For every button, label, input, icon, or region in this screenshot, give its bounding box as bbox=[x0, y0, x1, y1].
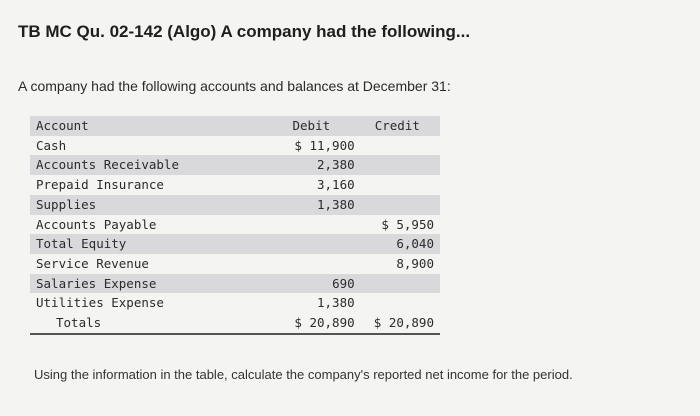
row-debit bbox=[268, 234, 361, 254]
row-credit bbox=[361, 155, 440, 175]
page-title: TB MC Qu. 02-142 (Algo) A company had the following... bbox=[18, 22, 471, 41]
row-debit: 690 bbox=[268, 274, 361, 294]
intro-text: A company had the following accounts and balances at December 31: bbox=[18, 78, 451, 94]
row-debit: $ 11,900 bbox=[294, 137, 355, 153]
header-credit: Credit bbox=[361, 116, 440, 136]
row-credit bbox=[361, 293, 440, 313]
trial-balance-table bbox=[30, 116, 440, 335]
row-account: Service Revenue bbox=[36, 255, 149, 271]
row-debit: 3,160 bbox=[317, 177, 355, 193]
header-debit: Debit bbox=[268, 116, 361, 136]
row-credit bbox=[361, 136, 440, 156]
totals-row bbox=[30, 313, 440, 334]
row-debit bbox=[268, 215, 361, 235]
table-row bbox=[30, 195, 440, 215]
row-debit bbox=[268, 254, 361, 274]
trial-balance-table-container bbox=[30, 116, 440, 335]
totals-label: Totals bbox=[30, 313, 268, 334]
row-credit: 6,040 bbox=[361, 234, 440, 254]
totals-debit: $ 20,890 bbox=[268, 313, 361, 334]
row-debit: 1,380 bbox=[317, 295, 355, 311]
row-credit bbox=[361, 175, 440, 195]
table-row bbox=[30, 155, 440, 175]
row-account: Salaries Expense bbox=[30, 274, 268, 294]
totals-credit: $ 20,890 bbox=[361, 313, 440, 334]
row-account: Accounts Receivable bbox=[30, 155, 268, 175]
row-debit: 1,380 bbox=[268, 195, 361, 215]
row-credit: 8,900 bbox=[396, 255, 434, 271]
table-row bbox=[30, 254, 440, 274]
row-credit bbox=[361, 195, 440, 215]
row-credit bbox=[361, 274, 440, 294]
row-account: Total Equity bbox=[30, 234, 268, 254]
row-account: Accounts Payable bbox=[36, 216, 157, 232]
table-row bbox=[30, 175, 440, 195]
table-row bbox=[30, 215, 440, 235]
table-row bbox=[30, 293, 440, 313]
row-account: Supplies bbox=[30, 195, 268, 215]
question-text: Using the information in the table, calculate the company's reported net income for the period. bbox=[34, 367, 573, 382]
row-credit: $ 5,950 bbox=[381, 216, 434, 232]
table-header-row bbox=[30, 116, 440, 136]
row-debit: 2,380 bbox=[268, 155, 361, 175]
row-account: Utilities Expense bbox=[36, 295, 164, 311]
row-account: Cash bbox=[36, 137, 67, 153]
header-account: Account bbox=[30, 116, 268, 136]
table-body bbox=[30, 116, 440, 334]
row-account: Prepaid Insurance bbox=[36, 177, 164, 193]
table-row bbox=[30, 274, 440, 294]
table-row bbox=[30, 136, 440, 156]
table-row bbox=[30, 234, 440, 254]
